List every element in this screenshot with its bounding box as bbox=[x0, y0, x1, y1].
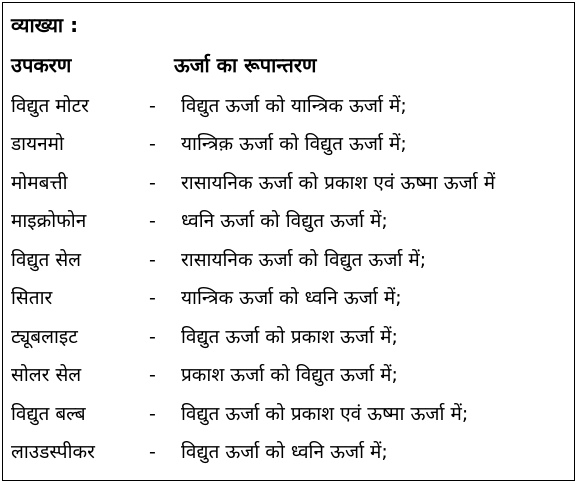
table-row bbox=[3, 284, 576, 322]
energy-conversion: यान्त्रिक ऊर्जा को ध्वनि ऊर्जा में; bbox=[181, 287, 402, 309]
energy-conversion: विद्युत ऊर्जा को प्रकाश ऊर्जा में; bbox=[181, 326, 398, 348]
device-name: माइक्रोफोन bbox=[11, 210, 87, 232]
energy-conversion: यान्त्रिक़ ऊर्जा को विद्युत ऊर्जा में; bbox=[181, 133, 407, 155]
device-name: मोमबत्ती bbox=[11, 172, 68, 194]
device-name: सोलर सेल bbox=[11, 364, 82, 386]
dash-separator: - bbox=[149, 441, 156, 463]
dash-separator: - bbox=[149, 287, 156, 309]
energy-conversion: विद्युत ऊर्जा को ध्वनि ऊर्जा में; bbox=[181, 441, 388, 463]
dash-separator: - bbox=[149, 364, 156, 386]
energy-conversion: विद्युत ऊर्जा को यान्त्रिक ऊर्जा में; bbox=[181, 95, 407, 117]
explanation-title: व्याख्या : bbox=[11, 13, 79, 37]
table-row bbox=[3, 400, 576, 438]
dash-separator: - bbox=[149, 133, 156, 155]
device-name: ट्यूबलाइट bbox=[11, 326, 78, 348]
energy-conversion: विद्युत ऊर्जा को प्रकाश एवं ऊष्मा ऊर्जा में; bbox=[181, 403, 469, 425]
dash-separator: - bbox=[149, 172, 156, 194]
table-row bbox=[3, 246, 576, 284]
energy-conversion: ध्वनि ऊर्जा को विद्युत ऊर्जा में; bbox=[181, 210, 388, 232]
device-column-header: उपकरण bbox=[11, 53, 72, 77]
table-row bbox=[3, 207, 576, 245]
energy-conversion: रासायनिक ऊर्जा को प्रकाश एवं ऊष्मा ऊर्जा में bbox=[181, 172, 496, 194]
dash-separator: - bbox=[149, 326, 156, 348]
table-row bbox=[3, 361, 576, 399]
dash-separator: - bbox=[149, 210, 156, 232]
dash-separator: - bbox=[149, 249, 156, 271]
device-name: विद्युत बल्ब bbox=[11, 403, 86, 425]
device-name: विद्युत मोटर bbox=[11, 95, 89, 117]
energy-conversion: रासायनिक ऊर्जा को विद्युत ऊर्जा में; bbox=[181, 249, 427, 271]
device-name: डायनमो bbox=[11, 133, 64, 155]
device-name: सितार bbox=[11, 287, 53, 309]
table-row bbox=[3, 92, 576, 130]
dash-separator: - bbox=[149, 95, 156, 117]
explanation-box bbox=[2, 2, 575, 481]
table-row bbox=[3, 438, 576, 476]
table-row bbox=[3, 323, 576, 361]
table-row bbox=[3, 130, 576, 168]
conversion-column-header: ऊर्जा का रूपान्तरण bbox=[174, 53, 317, 77]
dash-separator: - bbox=[149, 403, 156, 425]
device-name: विद्युत सेल bbox=[11, 249, 82, 271]
table-row bbox=[3, 169, 576, 207]
energy-conversion: प्रकाश ऊर्जा को विद्युत ऊर्जा में; bbox=[181, 364, 398, 386]
device-name: लाउडस्पीकर bbox=[11, 441, 95, 463]
